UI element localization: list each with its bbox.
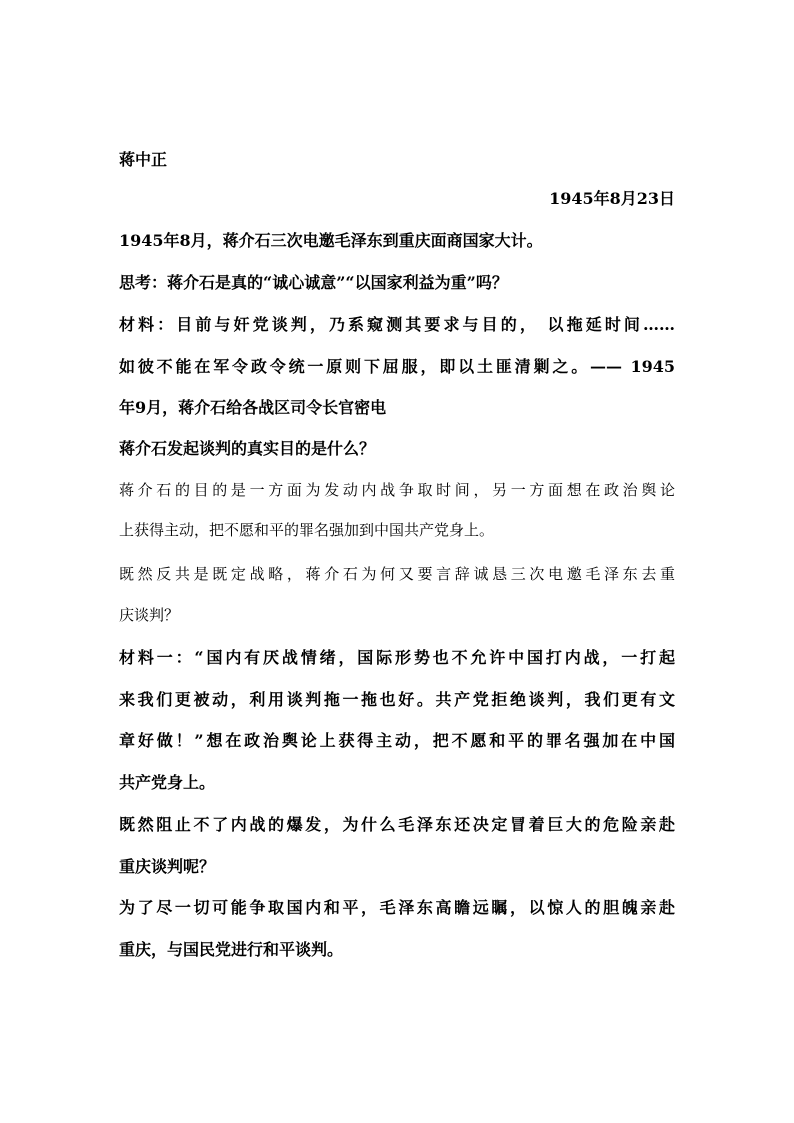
material-one-line-3: 章好做！”想在政治舆论上获得主动，把不愿和平的罪名强加在中国 [119,731,675,750]
signature: 蒋中正 [119,150,168,169]
answer-mao-line-2: 重庆，与国民党进行和平谈判。 [119,940,344,959]
material-line-2: 如彼不能在军令政令统一原则下屈服，即以土匪清剿之。—— 1945 [119,357,675,376]
answer-purpose-line-2: 上获得主动，把不愿和平的罪名强加到中国共产党身上。 [119,521,495,539]
thinking-question: 思考：蒋介石是真的“诚心诚意”“以国家利益为重”吗？ [119,273,508,292]
material-line-3: 年9月，蒋介石给各战区司令长官密电 [119,398,387,417]
paragraph-intro: 1945年8月，蒋介石三次电邀毛泽东到重庆面商国家大计。 [119,231,543,250]
material-one-line-2: 来我们更被动，利用谈判拖一拖也好。共产党拒绝谈判，我们更有文 [119,690,675,709]
material-one-line-1: 材料一：“国内有厌战情绪，国际形势也不允许中国打内战，一打起 [119,648,675,667]
answer-purpose-line-1: 蒋介石的目的是一方面为发动内战争取时间，另一方面想在政治舆论 [119,481,675,499]
question-purpose: 蒋介石发起谈判的真实目的是什么？ [119,439,376,458]
question-mao-line-2: 重庆谈判呢？ [119,857,216,876]
material-line-1: 材料：目前与奸党谈判，乃系窥测其要求与目的， 以拖延时间…… [119,315,675,334]
letter-date: 1945年8月23日 [549,189,675,208]
question-why-invite-line-2: 庆谈判？ [119,606,180,624]
material-one-line-4: 共产党身上。 [119,773,216,792]
question-mao-line-1: 既然阻止不了内战的爆发，为什么毛泽东还决定冒着巨大的危险亲赴 [119,815,675,834]
question-why-invite-line-1: 既然反共是既定战略，蒋介石为何又要言辞诚恳三次电邀毛泽东去重 [119,565,675,583]
document-page [119,0,675,1123]
answer-mao-line-1: 为了尽一切可能争取国内和平，毛泽东高瞻远瞩，以惊人的胆魄亲赴 [119,898,675,917]
